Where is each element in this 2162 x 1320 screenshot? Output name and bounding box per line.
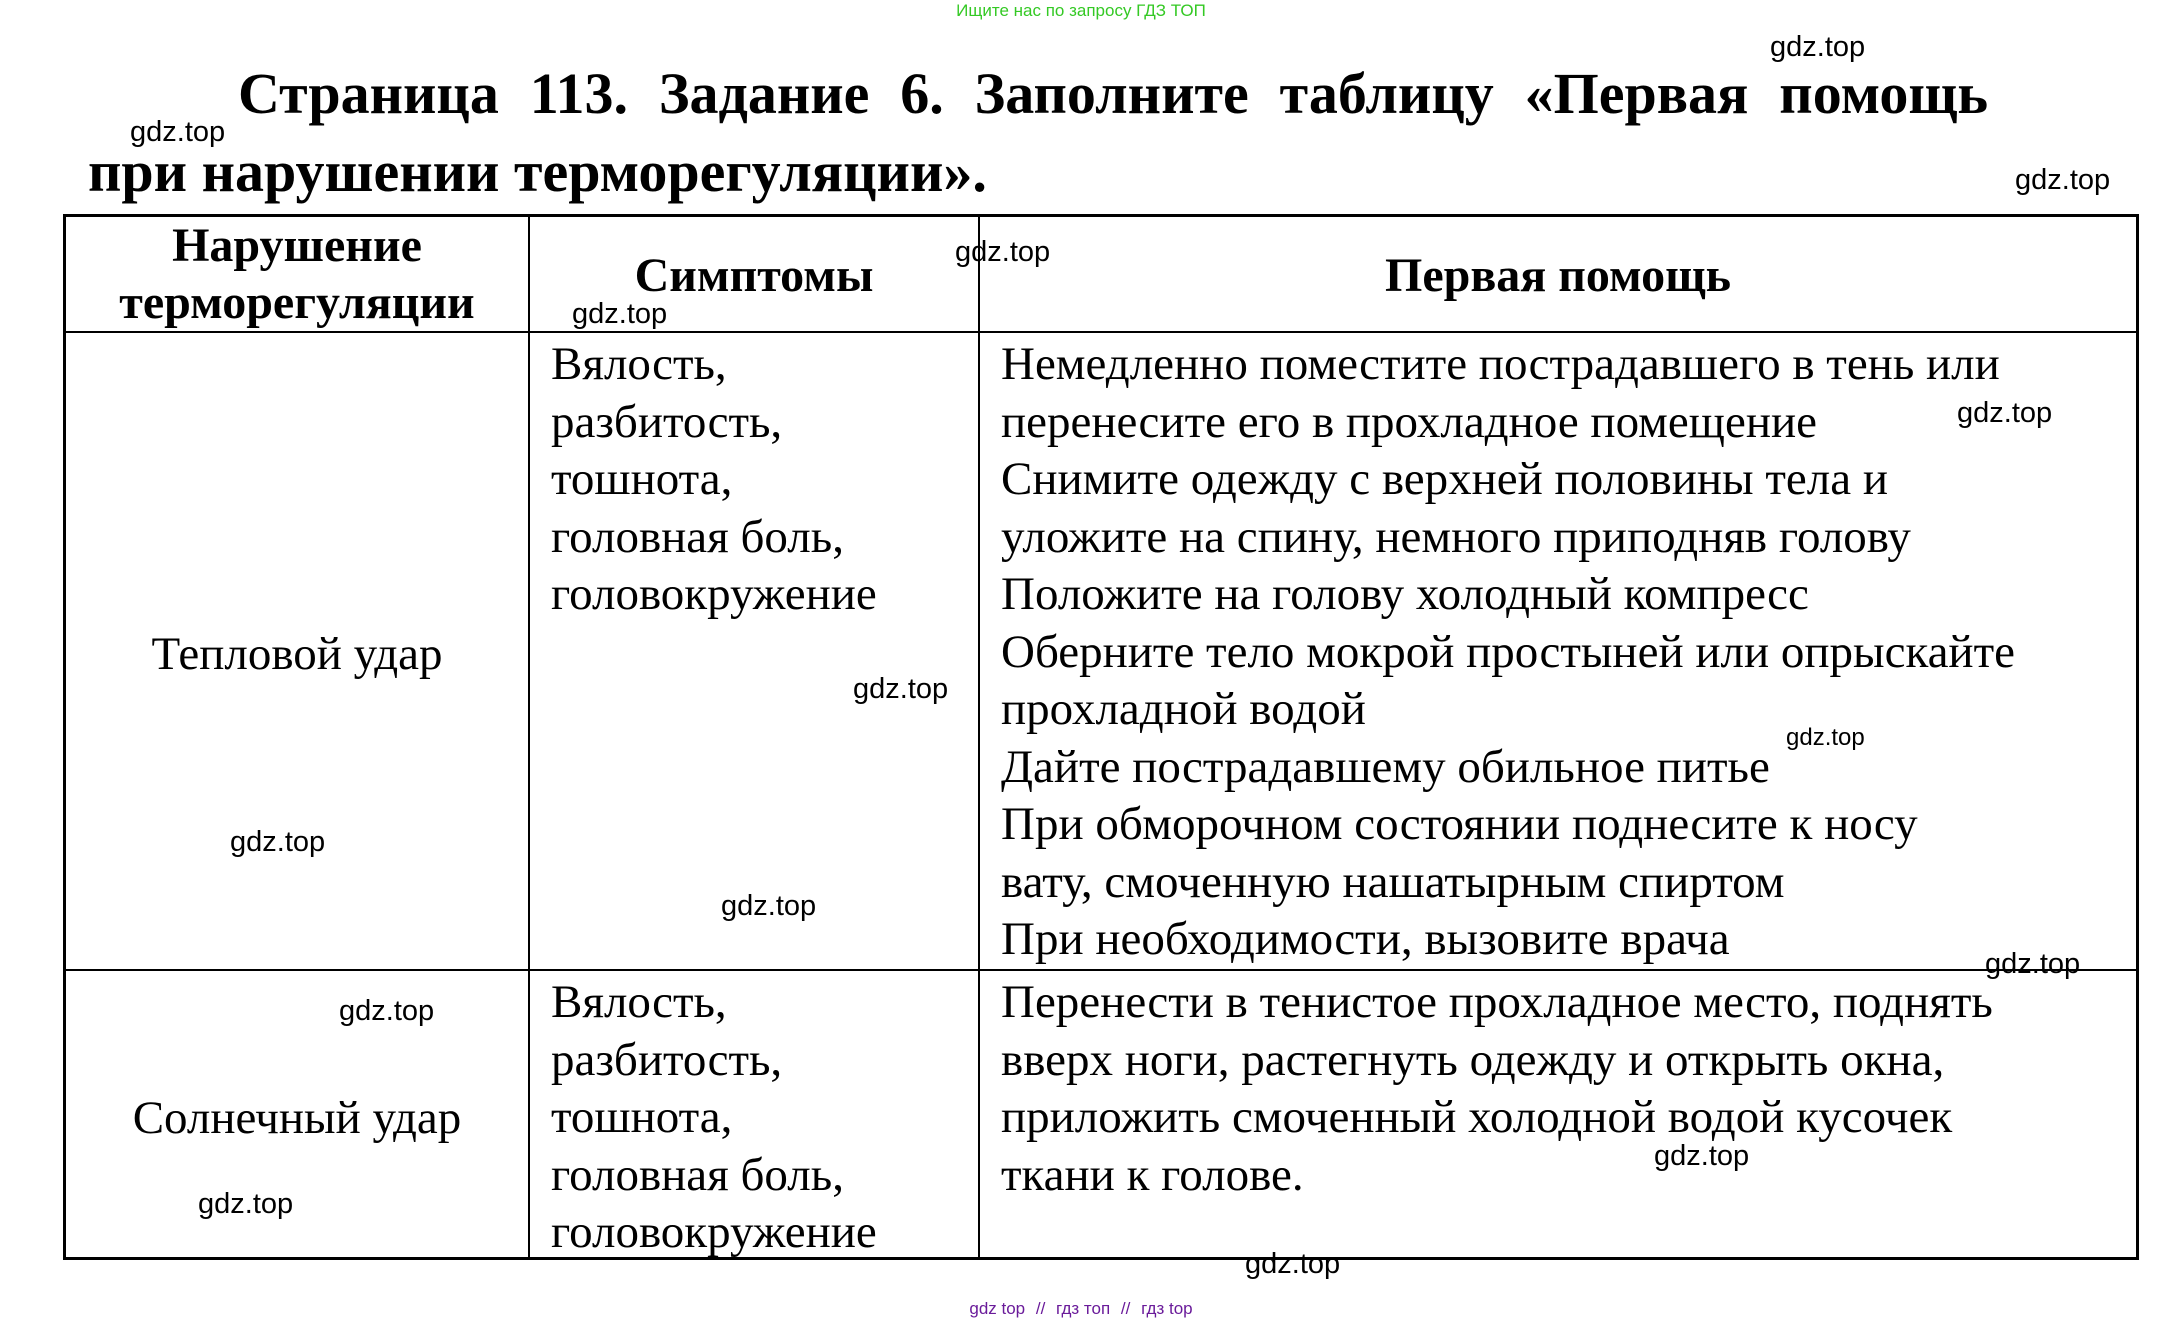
watermark: gdz.top bbox=[721, 890, 817, 922]
first-aid-line: перенесите его в прохладное помещение bbox=[1001, 395, 1818, 448]
watermark: gdz.top bbox=[1957, 397, 2053, 429]
first-aid-line: ткани к голове. bbox=[1001, 1148, 1304, 1201]
first-aid-line: Перенести в тенистое прохладное место, поднять bbox=[1001, 976, 1993, 1028]
watermark: gdz.top bbox=[230, 826, 326, 858]
first-aid-line: приложить смоченный холодной водой кусочек bbox=[1001, 1091, 1953, 1143]
page-title bbox=[88, 55, 1988, 211]
first-aid-line: При необходимости, вызовите врача bbox=[1001, 913, 1730, 965]
table-row-sun-stroke-disorder: Солнечный удар bbox=[132, 1092, 462, 1144]
symptom-item: головокружение bbox=[551, 1206, 877, 1258]
watermark: gdz.top bbox=[1245, 1248, 1341, 1280]
watermark: gdz.top bbox=[198, 1188, 294, 1220]
table-row-sun-stroke-symptoms bbox=[551, 974, 877, 1262]
watermark: gdz.top bbox=[1654, 1140, 1750, 1172]
table-header-first-aid: Первая помощь bbox=[1385, 249, 1731, 302]
symptom-item: тошнота, bbox=[551, 453, 733, 505]
first-aid-line: Немедленно поместите пострадавшего в тень или bbox=[1001, 338, 2000, 390]
footer-link[interactable]: гдз top bbox=[1141, 1299, 1193, 1318]
page-title-line-2: при нарушении терморегуляции». bbox=[88, 139, 987, 204]
table-row-divider bbox=[63, 969, 2139, 971]
table-column-divider bbox=[528, 214, 530, 1260]
symptom-item: разбитость, bbox=[551, 1033, 783, 1086]
table-row-divider bbox=[63, 331, 2139, 333]
first-aid-line: прохладной водой bbox=[1001, 683, 1366, 735]
table-column-divider bbox=[978, 214, 980, 1260]
first-aid-line: При обморочном состоянии поднесите к носу bbox=[1001, 798, 1918, 850]
header-disorder-line-1: Нарушение bbox=[172, 219, 422, 272]
table-header-disorder bbox=[66, 217, 528, 331]
first-aid-line: Оберните тело мокрой простыней или опрыскайте bbox=[1001, 625, 2015, 678]
first-aid-line: вату, смоченную нашатырным спиртом bbox=[1001, 855, 1785, 908]
table-row-sun-stroke-first-aid bbox=[1001, 974, 1993, 1204]
symptom-item: головная боль, bbox=[551, 510, 844, 563]
footer-link[interactable]: gdz top bbox=[969, 1299, 1026, 1318]
watermark: gdz.top bbox=[853, 673, 949, 705]
watermark: gdz.top bbox=[572, 298, 668, 330]
footer-separator: // bbox=[1120, 1299, 1131, 1318]
footer-link[interactable]: гдз топ bbox=[1056, 1299, 1111, 1318]
symptom-item: головокружение bbox=[551, 568, 877, 620]
table-row-heat-stroke-disorder: Тепловой удар bbox=[151, 628, 443, 680]
watermark: gdz.top bbox=[339, 995, 435, 1027]
watermark: gdz.top bbox=[2015, 164, 2111, 196]
footer-separator: // bbox=[1035, 1299, 1046, 1318]
watermark: gdz.top bbox=[1786, 724, 1865, 751]
table-row-heat-stroke-symptoms bbox=[551, 336, 877, 624]
first-aid-line: уложите на спину, немного приподняв голову bbox=[1001, 510, 1911, 563]
symptom-item: разбитость, bbox=[551, 395, 783, 448]
symptom-item: головная боль, bbox=[551, 1148, 844, 1201]
symptom-item: тошнота, bbox=[551, 1091, 733, 1143]
watermark: gdz.top bbox=[1985, 948, 2081, 980]
first-aid-line: вверх ноги, растегнуть одежду и открыть окна, bbox=[1001, 1033, 1945, 1086]
watermark: gdz.top bbox=[130, 116, 226, 148]
table-row-heat-stroke-first-aid bbox=[1001, 336, 2015, 969]
top-banner: Ищите нас по запросу ГДЗ ТОП bbox=[956, 1, 1206, 20]
symptom-item: Вялость, bbox=[551, 338, 727, 390]
symptom-item: Вялость, bbox=[551, 976, 727, 1028]
watermark: gdz.top bbox=[955, 236, 1051, 268]
table-header-symptoms: Симптомы bbox=[634, 249, 874, 302]
first-aid-line: Положите на голову холодный компресс bbox=[1001, 568, 1809, 620]
header-disorder-line-2: терморегуляции bbox=[119, 276, 475, 329]
first-aid-line: Дайте пострадавшему обильное питье bbox=[1001, 740, 1770, 793]
page-title-line-1: Страница 113. Задание 6. Заполните таблицу «Первая помощь bbox=[238, 61, 1988, 126]
first-aid-line: Снимите одежду с верхней половины тела и bbox=[1001, 453, 1888, 505]
watermark: gdz.top bbox=[1770, 31, 1866, 63]
